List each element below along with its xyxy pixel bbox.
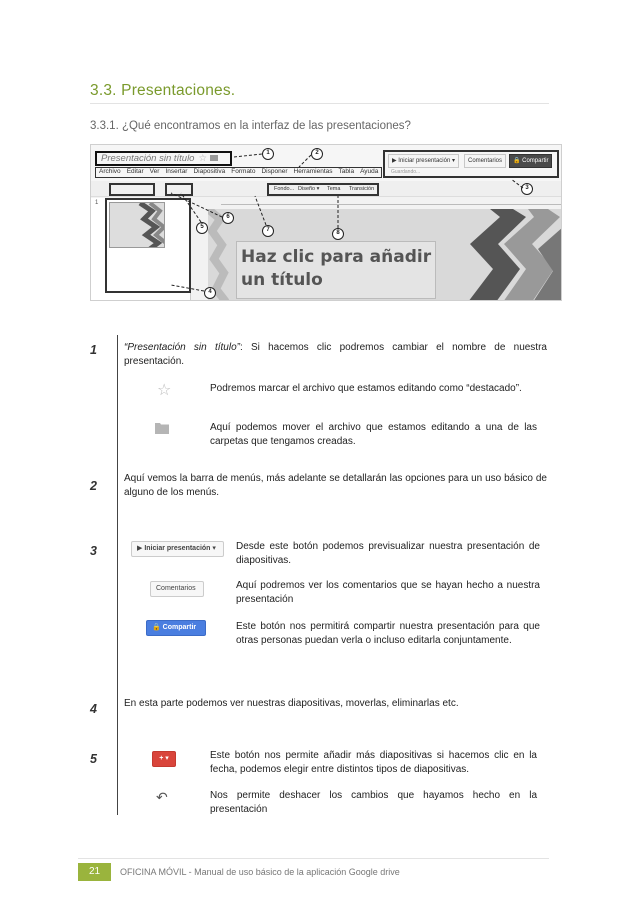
title-italic: “Presentación sin título” — [124, 342, 240, 353]
callout-1: 1 — [262, 148, 274, 160]
menu-item: Archivo — [99, 168, 121, 175]
star-icon: ☆ — [157, 382, 172, 399]
menu-item: Ver — [149, 168, 160, 175]
section-heading: 3.3. Presentaciones. — [90, 82, 236, 99]
menu-item: Diapositiva — [193, 168, 226, 175]
star-icon: ☆ — [198, 153, 208, 164]
present-text: Desde este botón podemos previsualizar nuestra presentación de diapositivas. — [236, 541, 540, 566]
undo-text: Nos permite deshacer los cambios que hayamos hecho en la presentación — [210, 790, 537, 815]
item-number: 3 — [90, 544, 97, 558]
menu-item: Insertar — [165, 168, 188, 175]
footer-text: OFICINA MÓVIL - Manual de uso básico de la aplicación Google drive — [120, 867, 400, 877]
present-button: ▶ Iniciar presentación ▾ — [388, 154, 459, 168]
item-number: 4 — [90, 702, 97, 716]
saving-status: Guardando... — [391, 169, 421, 175]
undo-icon: ↶ — [156, 789, 168, 805]
item-number: 1 — [90, 343, 97, 357]
menu-item: Disponer — [261, 168, 288, 175]
callout-7: 7 — [262, 225, 274, 237]
add-slide-text: Este botón nos permite añadir más diapositivas si hacemos clic en la fecha, podemos elegir entre distintos tipos de diapositivas. — [210, 750, 537, 775]
menu-item: Tabla — [338, 168, 355, 175]
menu-item: Ayuda — [360, 168, 379, 175]
slide-number: 1 — [95, 200, 99, 206]
background-button: Fondo... — [274, 186, 295, 192]
comments-button: Comentarios — [464, 154, 506, 168]
layout-button: Diseño ▾ — [298, 186, 320, 192]
item-4-text: En esta parte podemos ver nuestras diapositivas, moverlas, eliminarlas etc. — [124, 698, 459, 709]
content-rule — [117, 335, 118, 815]
subsection-heading: 3.3.1. ¿Qué encontramos en la interfaz de las presentaciones? — [90, 120, 411, 132]
share-button-image: 🔒 Compartir — [146, 620, 206, 636]
title-rest: : Si hacemos clic podremos cambiar el nombre de nuestra presentación. — [124, 342, 547, 367]
menu-item: Formato — [231, 168, 256, 175]
share-text: Este botón nos permitirá compartir nuestra presentación para que otras personas puedan verla o incluso editarla conjuntamente. — [236, 621, 540, 646]
callout-8: 8 — [332, 228, 344, 240]
menu-item: Herramientas — [293, 168, 333, 175]
heading-divider — [90, 103, 549, 104]
add-slide-button-image: + ▾ — [152, 751, 176, 767]
theme-button: Tema — [327, 186, 341, 192]
interface-screenshot — [90, 144, 562, 301]
item-number: 5 — [90, 752, 97, 766]
present-button-image: ▶ Iniciar presentación ▾ — [131, 541, 224, 557]
menu-item: Editar — [126, 168, 144, 175]
transition-button: Transición — [349, 186, 375, 192]
slide-title-placeholder: Haz clic para añadir un título — [236, 241, 436, 299]
callout-3: 3 — [521, 183, 533, 195]
callout-6: 6 — [222, 212, 234, 224]
footer-divider — [78, 858, 549, 859]
folder-text: Aquí podemos mover el archivo que estamos editando a una de las carpetas que tengamos creadas. — [210, 422, 537, 447]
callout-4: 4 — [204, 287, 216, 299]
callout-5: 5 — [196, 222, 208, 234]
callout-arrows — [91, 145, 562, 301]
share-button: 🔒 Compartir — [509, 154, 552, 168]
item-2-text: Aquí vemos la barra de menús, más adelante se detallarán las opciones para un uso básico de alguno de los menús. — [124, 473, 547, 498]
star-text: Podremos marcar el archivo que estamos editando como “destacado”. — [210, 383, 522, 394]
item-1-text — [124, 341, 547, 369]
comments-text: Aquí podremos ver los comentarios que se hayan hecho a nuestra presentación — [236, 580, 540, 605]
doc-title: Presentación sin título — [101, 153, 195, 164]
callout-2: 2 — [311, 148, 323, 160]
item-number: 2 — [90, 479, 97, 493]
page-number: 21 — [78, 863, 111, 881]
folder-icon — [155, 422, 169, 434]
comments-button-image: Comentarios — [150, 581, 204, 597]
